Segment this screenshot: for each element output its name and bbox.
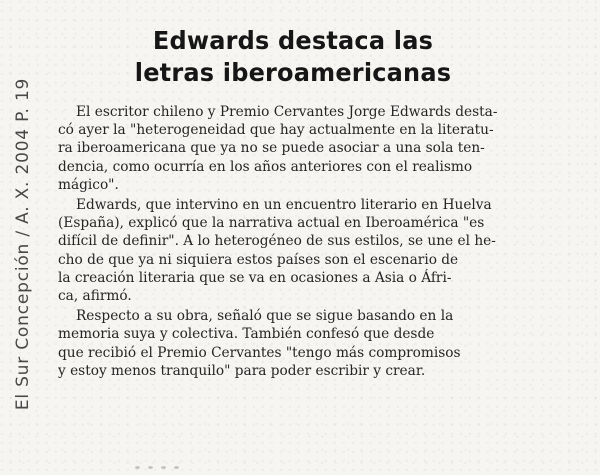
paragraph-1-line-2: có ayer la "heterogeneidad que hay actualmente en la literatu- [58,122,494,139]
scan-artifact-dot [148,466,153,469]
paragraph-3-line-3: que recibió el Premio Cervantes "tengo más compromisos [58,344,461,361]
headline-line-2: letras iberoamericanas [134,58,452,87]
scan-artifact-dot [135,466,140,469]
paragraph-1-line-1: El escritor chileno y Premio Cervantes Jorge Edwards desta- [76,104,498,120]
handwritten-source-note [6,44,40,444]
scan-artifact-dot [174,466,179,469]
article-body [58,103,578,382]
paragraph-2-line-2: (España), explicó que la narrativa actual en Iberoamérica "es [58,215,485,232]
paragraph-2-line-1: Edwards, que intervino en un encuentro literario en Huelva [76,197,492,214]
paragraph-2-line-4: cho de que ya ni siquiera estos países son el escenario de [58,251,459,268]
headline-line-1: Edwards destaca las [152,26,434,55]
paragraph-2-line-3: difícil de definir". A lo heterogéneo de sus estilos, se une el he- [58,233,496,250]
paragraph-1-line-4: dencia, como ocurría en los años anteriores con el realismo [58,158,473,175]
paragraph-2 [58,196,578,305]
paragraph-1 [58,103,578,194]
headline [128,25,458,89]
paragraph-1-line-3: ra iberoamericana que ya no se puede asociar a una sola ten- [58,140,485,157]
paragraph-3-line-2: memoria suya y colectiva. También confesó que desde [58,326,435,343]
paragraph-2-line-6: ca, afirmó. [58,288,132,305]
paragraph-3-line-1: Respecto a su obra, señaló que se sigue basando en la [76,308,454,325]
paragraph-3-line-4: y estoy menos tranquilo" para poder escribir y crear. [58,362,426,379]
scan-artifacts [135,463,275,471]
paragraph-3 [58,307,578,380]
side-note-text: El Sur Concepción / A. X. 2004 P. 19 [13,77,34,411]
paragraph-1-line-5: mágico". [58,176,119,193]
scan-artifact-dot [161,466,166,469]
paragraph-2-line-5: la creación literaria que se va en ocasiones a Asia o Áfri- [58,269,452,286]
